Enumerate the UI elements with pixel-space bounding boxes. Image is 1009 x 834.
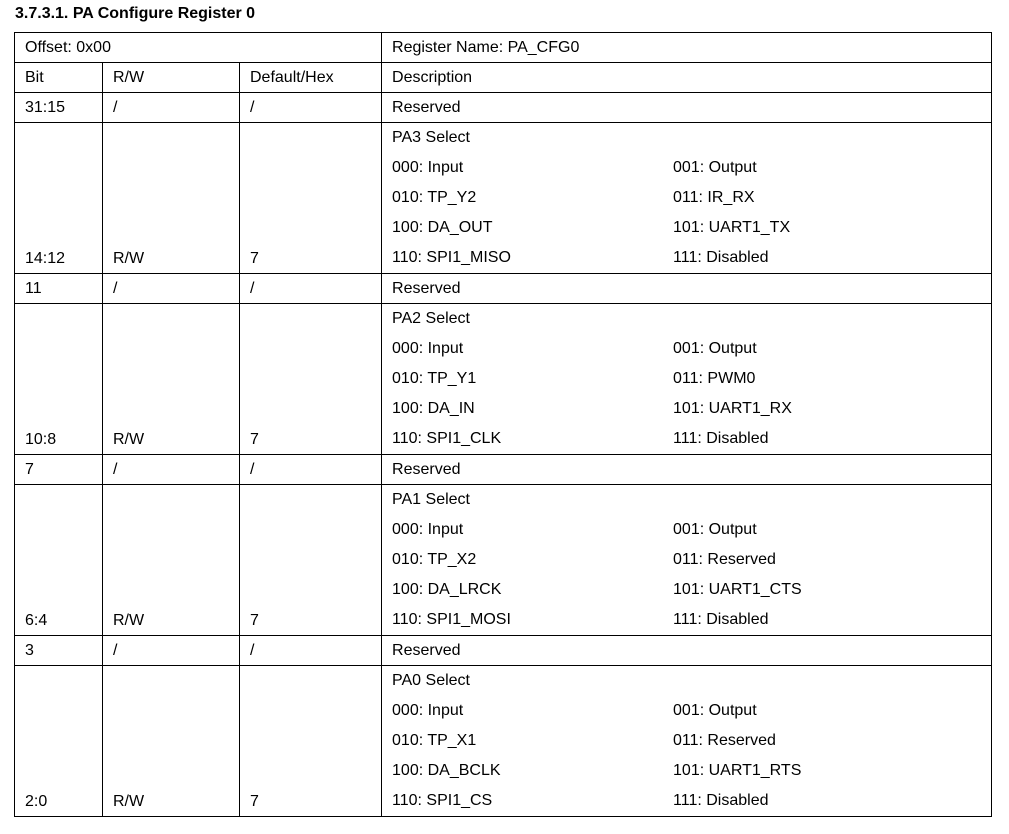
register-header-row xyxy=(15,33,992,63)
table-row xyxy=(15,123,992,274)
table-row xyxy=(15,304,992,455)
option-value: 010: TP_X1 xyxy=(392,732,477,749)
option-row xyxy=(392,696,981,726)
option-value: 000: Input xyxy=(392,521,464,538)
option-value: 110: SPI1_CLK xyxy=(392,430,502,447)
rw-cell: R/W xyxy=(103,304,240,455)
option-row xyxy=(392,183,981,213)
default-cell: 7 xyxy=(240,304,382,455)
option-value: 100: DA_IN xyxy=(392,400,475,417)
option-row xyxy=(392,786,981,816)
rw-cell: / xyxy=(103,455,240,485)
bit-cell: 14:12 xyxy=(15,123,103,274)
option-value: 011: Reserved xyxy=(673,551,776,568)
bit-cell: 31:15 xyxy=(15,93,103,123)
option-row xyxy=(392,364,981,394)
option-row xyxy=(392,575,981,605)
option-value: 100: DA_OUT xyxy=(392,219,493,236)
option-value: 101: UART1_RX xyxy=(673,400,792,417)
option-row xyxy=(392,243,981,273)
option-row xyxy=(392,213,981,243)
option-value: 011: Reserved xyxy=(673,732,776,749)
description-cell xyxy=(382,485,992,636)
rw-cell: / xyxy=(103,274,240,304)
bit-cell: 7 xyxy=(15,455,103,485)
table-row xyxy=(15,666,992,817)
option-value: 001: Output xyxy=(673,159,757,176)
option-value: 000: Input xyxy=(392,340,464,357)
option-value: 101: UART1_TX xyxy=(673,219,791,236)
option-value: 000: Input xyxy=(392,702,464,719)
table-row xyxy=(15,93,992,123)
default-cell: / xyxy=(240,455,382,485)
register-table xyxy=(14,32,992,817)
register-name-cell: Register Name: PA_CFG0 xyxy=(382,33,992,63)
default-cell: / xyxy=(240,93,382,123)
option-value: 011: PWM0 xyxy=(673,370,756,387)
select-title: PA1 Select xyxy=(392,491,470,508)
option-row xyxy=(392,605,981,635)
option-value: 111: Disabled xyxy=(673,792,769,809)
table-row xyxy=(15,485,992,636)
option-row xyxy=(392,153,981,183)
option-value: 111: Disabled xyxy=(673,249,769,266)
select-title: PA3 Select xyxy=(392,129,470,146)
option-value: 111: Disabled xyxy=(673,611,769,628)
default-header: Default/Hex xyxy=(240,63,382,93)
default-cell: 7 xyxy=(240,485,382,636)
default-cell: 7 xyxy=(240,666,382,817)
offset-cell: Offset: 0x00 xyxy=(15,33,382,63)
description-cell xyxy=(382,666,992,817)
option-value: 111: Disabled xyxy=(673,430,769,447)
option-row xyxy=(392,726,981,756)
rw-cell: R/W xyxy=(103,123,240,274)
bit-cell: 10:8 xyxy=(15,304,103,455)
rw-cell: / xyxy=(103,93,240,123)
option-value: 000: Input xyxy=(392,159,464,176)
option-value: 101: UART1_RTS xyxy=(673,762,802,779)
option-value: 110: SPI1_MISO xyxy=(392,249,511,266)
option-value: 010: TP_Y1 xyxy=(392,370,477,387)
option-row xyxy=(392,424,981,454)
option-value: 100: DA_LRCK xyxy=(392,581,502,598)
option-value: 001: Output xyxy=(673,702,757,719)
table-row xyxy=(15,455,992,485)
option-value: 110: SPI1_CS xyxy=(392,792,493,809)
default-cell: / xyxy=(240,274,382,304)
table-row xyxy=(15,274,992,304)
option-value: 001: Output xyxy=(673,521,757,538)
option-row xyxy=(392,394,981,424)
select-title: PA2 Select xyxy=(392,310,470,327)
option-value: 110: SPI1_MOSI xyxy=(392,611,511,628)
bit-cell: 6:4 xyxy=(15,485,103,636)
bit-cell: 11 xyxy=(15,274,103,304)
column-header-row xyxy=(15,63,992,93)
option-value: 101: UART1_CTS xyxy=(673,581,802,598)
select-title: PA0 Select xyxy=(392,672,470,689)
section-heading: 3.7.3.1. PA Configure Register 0 xyxy=(15,5,256,22)
rw-cell: R/W xyxy=(103,485,240,636)
rw-cell: R/W xyxy=(103,666,240,817)
option-row xyxy=(392,545,981,575)
rw-header: R/W xyxy=(103,63,240,93)
default-cell: / xyxy=(240,636,382,666)
option-row xyxy=(392,334,981,364)
description-cell: Reserved xyxy=(382,274,992,304)
option-value: 100: DA_BCLK xyxy=(392,762,501,779)
description-cell xyxy=(382,304,992,455)
description-cell xyxy=(382,123,992,274)
description-header: Description xyxy=(382,63,992,93)
default-cell: 7 xyxy=(240,123,382,274)
option-row xyxy=(392,756,981,786)
description-cell: Reserved xyxy=(382,93,992,123)
bit-cell: 2:0 xyxy=(15,666,103,817)
option-value: 001: Output xyxy=(673,340,757,357)
description-cell: Reserved xyxy=(382,636,992,666)
rw-cell: / xyxy=(103,636,240,666)
option-value: 010: TP_X2 xyxy=(392,551,477,568)
bit-header: Bit xyxy=(15,63,103,93)
option-value: 010: TP_Y2 xyxy=(392,189,477,206)
description-cell: Reserved xyxy=(382,455,992,485)
option-row xyxy=(392,515,981,545)
table-row xyxy=(15,636,992,666)
option-value: 011: IR_RX xyxy=(673,189,755,206)
bit-cell: 3 xyxy=(15,636,103,666)
